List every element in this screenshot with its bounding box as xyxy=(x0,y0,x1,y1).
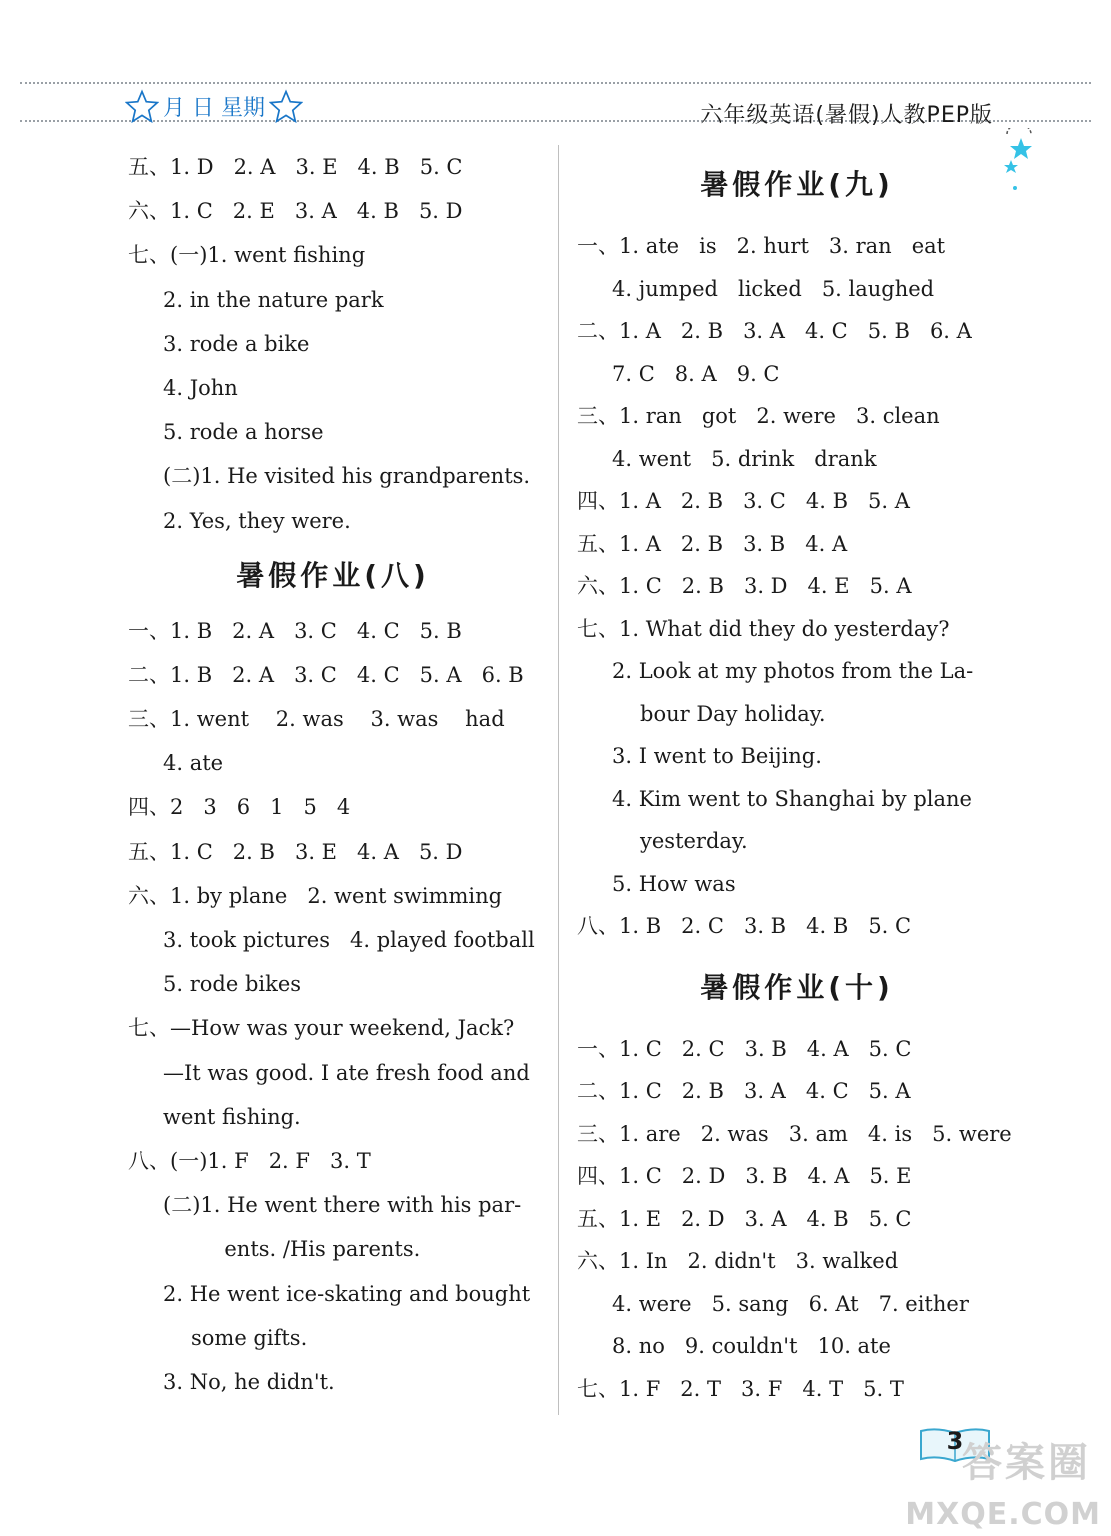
dotted-rule-top xyxy=(20,82,1091,84)
answer-line: 7. C 8. A 9. C xyxy=(612,361,780,386)
date-field xyxy=(125,86,303,126)
answer-line: 5. rode bikes xyxy=(163,972,302,997)
answer-line: 四、1. A 2. B 3. C 4. B 5. A xyxy=(577,489,910,513)
answer-line: 五、1. D 2. A 3. E 4. B 5. C xyxy=(128,155,463,179)
answer-line: 四、2 3 6 1 5 4 xyxy=(128,795,351,820)
answer-line: (二)1. He visited his grandparents. xyxy=(163,464,531,489)
answer-line: bour Day holiday. xyxy=(640,701,826,726)
answer-line: 八、(一)1. F 2. F 3. T xyxy=(128,1148,371,1173)
answer-line: 4. Kim went to Shanghai by plane xyxy=(612,786,972,811)
answer-line: ents. /His parents. xyxy=(191,1237,421,1262)
answer-line: 2. Look at my photos from the La- xyxy=(612,659,974,683)
answer-line: 五、1. A 2. B 3. B 4. A xyxy=(577,531,848,556)
answer-line: 六、1. C 2. B 3. D 4. E 5. A xyxy=(577,574,912,598)
section-title: 暑假作业(八) xyxy=(236,558,430,592)
answer-line: went fishing. xyxy=(163,1104,301,1129)
answer-line: 四、1. C 2. D 3. B 4. A 5. E xyxy=(577,1164,912,1188)
answer-line: 三、1. went 2. was 3. was had xyxy=(128,707,505,732)
answer-line: 二、1. B 2. A 3. C 4. C 5. A 6. B xyxy=(128,662,524,687)
answer-line: 二、1. C 2. B 3. A 4. C 5. A xyxy=(577,1079,911,1103)
answer-line: 3. I went to Beijing. xyxy=(612,744,822,768)
right-answer-column xyxy=(577,145,1017,1410)
answer-line: 5. rode a horse xyxy=(163,420,324,445)
answer-line: 五、1. E 2. D 3. A 4. B 5. C xyxy=(577,1206,912,1231)
answer-line: some gifts. xyxy=(191,1325,308,1350)
section-title: 暑假作业(十) xyxy=(700,970,894,1004)
answer-line: 4. ate xyxy=(163,751,224,776)
answer-line: 2. He went ice-skating and bought xyxy=(163,1281,531,1306)
left-answer-column xyxy=(128,145,558,1404)
answer-line: (二)1. He went there with his par- xyxy=(163,1193,522,1218)
answer-line: 七、1. F 2. T 3. F 4. T 5. T xyxy=(577,1376,904,1401)
answer-line: 五、1. C 2. B 3. E 4. A 5. D xyxy=(128,839,463,864)
answer-line: 3. took pictures 4. played football xyxy=(163,928,535,952)
answer-line: 三、1. are 2. was 3. am 4. is 5. were xyxy=(577,1121,1012,1146)
answer-line: 六、1. C 2. E 3. A 4. B 5. D xyxy=(128,199,463,224)
answer-line: yesterday. xyxy=(640,829,748,853)
answer-line: 3. rode a bike xyxy=(163,331,310,356)
answer-line: 七、1. What did they do yesterday? xyxy=(577,616,950,641)
answer-line: 3. No, he didn't. xyxy=(163,1369,335,1394)
answer-line: 5. How was xyxy=(612,871,736,896)
section-title: 暑假作业(九) xyxy=(700,168,894,201)
answer-line: 七、(一)1. went fishing xyxy=(128,243,366,268)
answer-line: 8. no 9. couldn't 10. ate xyxy=(612,1334,891,1358)
answer-line: 六、1. In 2. didn't 3. walked xyxy=(577,1249,899,1273)
answer-line: 2. Yes, they were. xyxy=(163,508,351,533)
answer-line: 三、1. ran got 2. were 3. clean xyxy=(577,404,940,428)
answer-line: 二、1. A 2. B 3. A 4. C 5. B 6. A xyxy=(577,319,972,343)
answer-line: 八、1. B 2. C 3. B 4. B 5. C xyxy=(577,914,912,938)
answer-line: 六、1. by plane 2. went swimming xyxy=(128,883,503,908)
date-label: 月 日 星期 xyxy=(163,95,265,121)
answer-line: 一、1. B 2. A 3. C 4. C 5. B xyxy=(128,618,462,643)
column-divider xyxy=(558,145,559,1415)
answer-line: 4. jumped licked 5. laughed xyxy=(612,276,935,301)
answer-line: 4. were 5. sang 6. At 7. either xyxy=(612,1291,969,1316)
answer-line: 4. John xyxy=(163,375,238,400)
answer-line: 一、1. ate is 2. hurt 3. ran eat xyxy=(577,234,946,258)
page-number: 3 xyxy=(946,1427,964,1455)
star-icon xyxy=(269,89,303,123)
answer-line: 4. went 5. drink drank xyxy=(612,446,877,471)
answer-line: —It was good. I ate fresh food and xyxy=(163,1060,530,1085)
book-title: 六年级英语(暑假)人教PEP版 xyxy=(700,103,993,128)
watermark-url: MXQE.COM xyxy=(905,1497,1101,1532)
answer-line: 七、—How was your weekend, Jack? xyxy=(128,1016,515,1041)
star-icon xyxy=(125,89,159,123)
answer-line: 一、1. C 2. C 3. B 4. A 5. C xyxy=(577,1036,912,1061)
page-header xyxy=(0,0,1111,140)
answer-line: 2. in the nature park xyxy=(163,287,384,312)
watermark-logo: 答案圈 xyxy=(962,1440,1091,1486)
